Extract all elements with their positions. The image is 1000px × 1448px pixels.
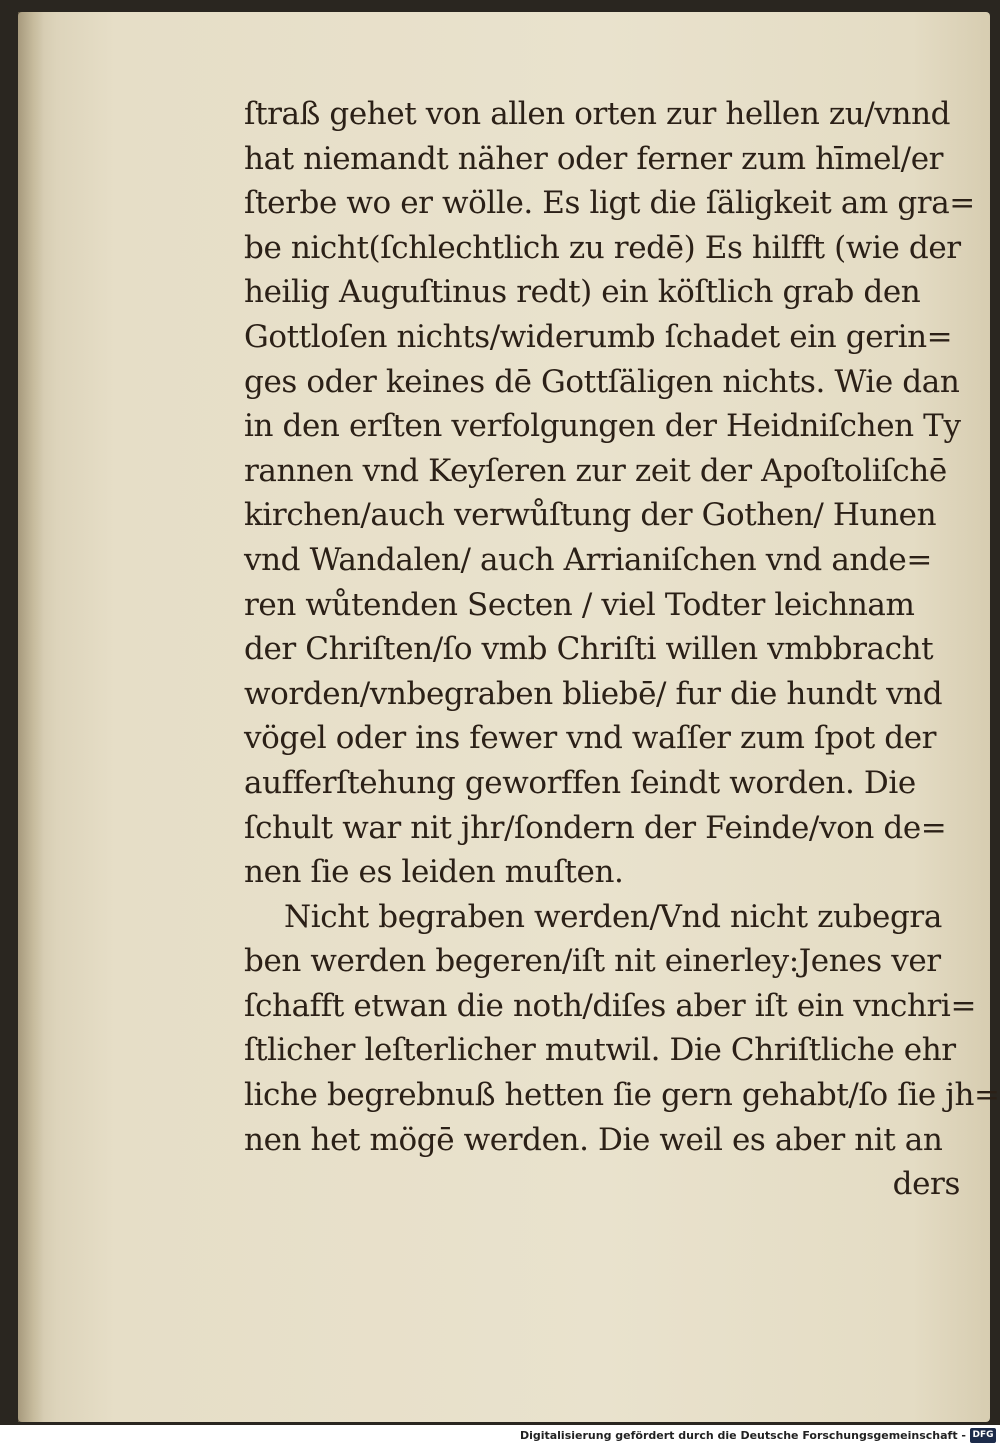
text-line: ſchafft etwan die noth/diſes aber iſt ein vnchri= <box>244 987 977 1024</box>
text-line: Nicht begraben werden/Vnd nicht zubegra <box>284 898 942 935</box>
text-line: ſtraß gehet von allen orten zur hellen zu/vnnd <box>244 96 951 132</box>
text-line: Gottloſen nichts/widerumb ſchadet ein gerin= <box>244 318 953 355</box>
text-line: ben werden begeren/iſt nit einerley:Jenes ver <box>244 943 941 980</box>
text-line: ſterbe wo er wölle. Es ligt die ſäligkeit am gra= <box>244 185 975 222</box>
text-line: be nicht(ſchlechtlich zu redē) Es hilfft (wie der <box>244 229 961 266</box>
page-text-block <box>244 92 1000 1207</box>
footer-credit-text: Digitalisierung gefördert durch die Deutsche Forschungsgemeinschaft - <box>519 1429 966 1442</box>
text-line: ges oder keines dē Gottſäligen nichts. Wie dan <box>244 363 960 400</box>
digitization-footer <box>0 1425 1000 1448</box>
text-line: vögel oder ins fewer vnd waſſer zum ſpot der <box>244 720 937 757</box>
text-line: vnd Wandalen/ auch Arrianiſchen vnd ande= <box>244 541 932 578</box>
catchword: ders <box>892 1166 960 1203</box>
text-line: hat niemandt näher oder ferner zum hīmel/er <box>244 140 944 177</box>
text-line: ren wůtenden Secten / viel Todter leichnam <box>244 586 915 623</box>
text-line: in den erſten verfolgungen der Heidniſchen Ty <box>244 408 961 445</box>
text-line: kirchen/auch verwůſtung der Gothen/ Hunen <box>244 497 937 534</box>
text-line: rannen vnd Keyſeren zur zeit der Apoſtoliſchē <box>244 452 947 489</box>
text-line: heilig Auguſtinus redt) ein köſtlich grab den <box>244 274 921 311</box>
text-line: nen ſie es leiden muſten. <box>244 854 624 891</box>
text-line: worden/vnbegraben bliebē/ fur die hundt vnd <box>244 675 943 712</box>
text-line: liche begrebnuß hetten ſie gern gehabt/ſo ſie jh= <box>244 1077 1000 1114</box>
dfg-logo-icon: DFG <box>970 1428 996 1443</box>
page-spine-shadow <box>18 12 44 1422</box>
text-line: ſtlicher leſterlicher mutwil. Die Chriſtliche ehr <box>244 1032 956 1069</box>
text-line: nen het mögē werden. Die weil es aber nit an <box>244 1121 943 1158</box>
text-line: ſchult war nit jhr/ſondern der Feinde/von de= <box>244 809 947 846</box>
text-line: der Chriſten/ſo vmb Chriſti willen vmbbracht <box>244 631 934 668</box>
text-line: aufferſtehung geworffen ſeindt worden. Die <box>244 764 916 801</box>
